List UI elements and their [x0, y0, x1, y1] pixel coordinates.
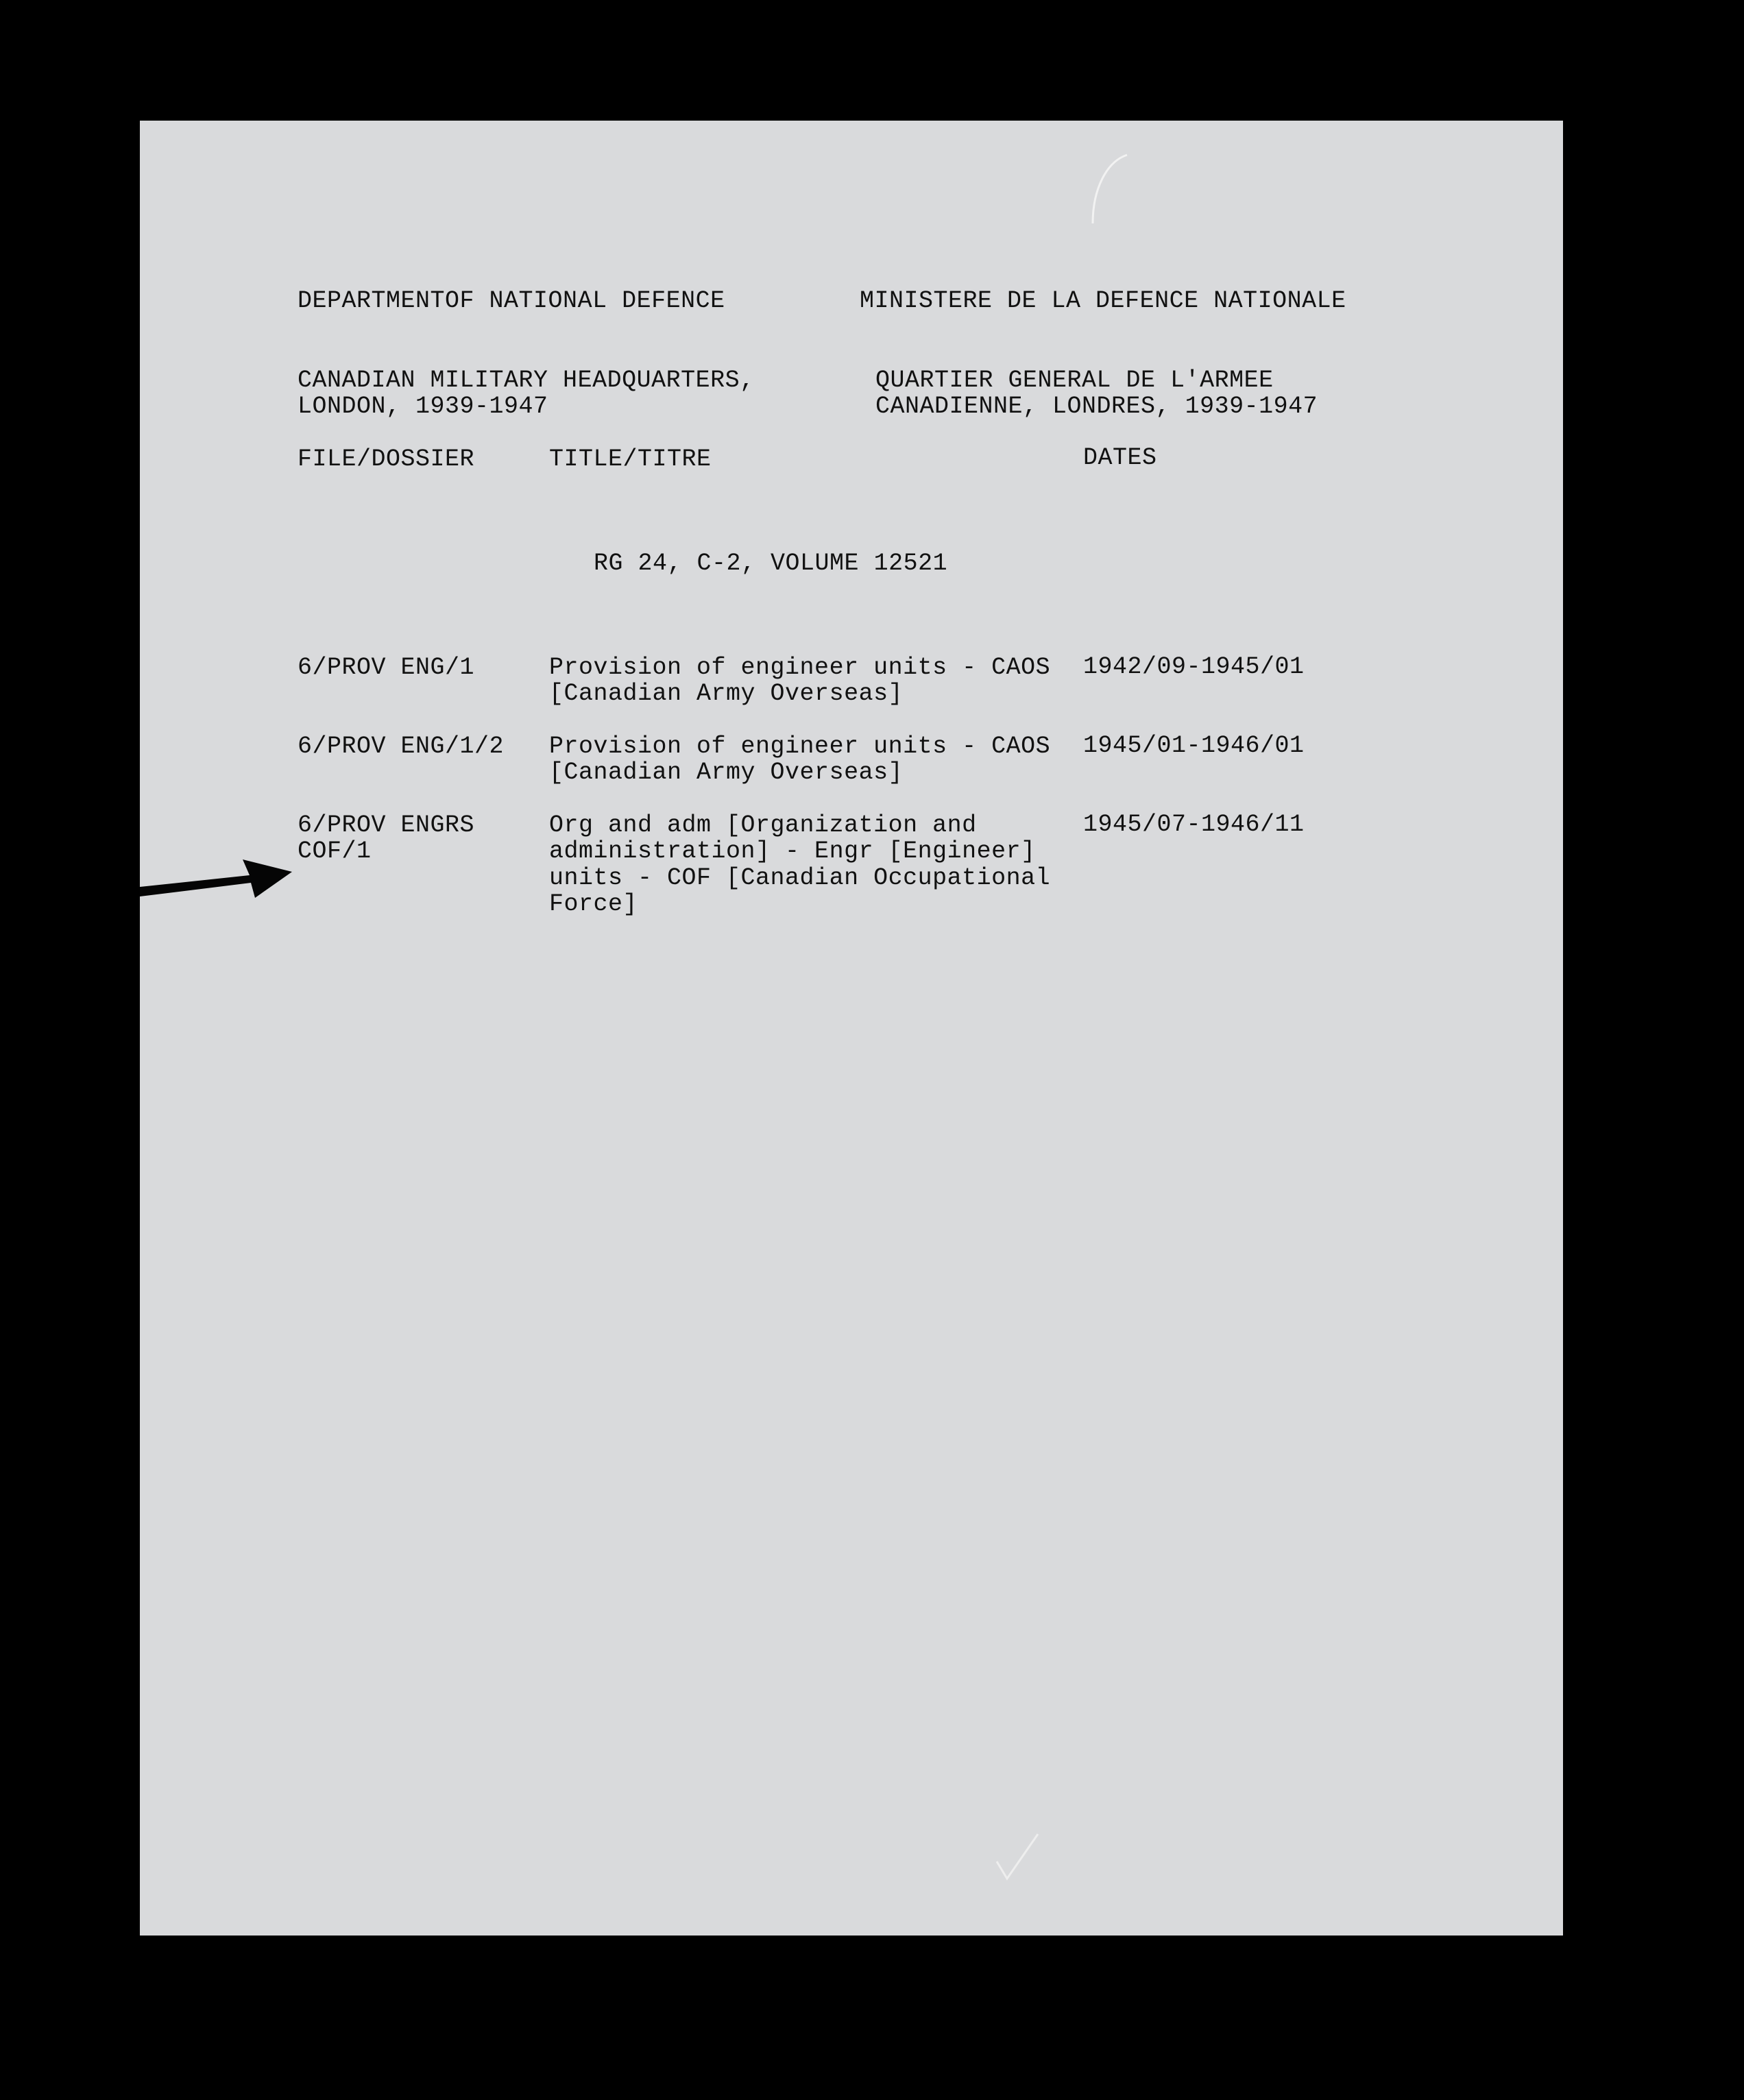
headquarters-fr-line2: CANADIENNE, LONDRES, 1939-1947: [875, 393, 1318, 420]
entry-1-title-line2: [Canadian Army Overseas]: [549, 680, 904, 707]
entry-3-title-line2: administration] - Engr [Engineer]: [549, 838, 1036, 865]
scan-mark-lower: [990, 1820, 1045, 1889]
scan-mark: [1079, 148, 1134, 230]
entry-3-title-line4: Force]: [549, 890, 638, 918]
column-header-dates: DATES: [1083, 444, 1157, 472]
column-header-file: FILE/DOSSIER: [298, 445, 475, 473]
entry-3-file-line2: COF/1: [298, 838, 372, 865]
entry-3-title-line3: units - COF [Canadian Occupational: [549, 864, 1051, 892]
entry-1-dates: 1942/09-1945/01: [1083, 653, 1305, 681]
headquarters-fr-line1: QUARTIER GENERAL DE L'ARMEE: [875, 367, 1274, 394]
department-fr: MINISTERE DE LA DEFENCE NATIONALE: [860, 287, 1346, 315]
column-header-title: TITLE/TITRE: [549, 445, 712, 473]
entry-2-title-line1: Provision of engineer units - CAOS: [549, 733, 1051, 760]
volume-reference: RG 24, C-2, VOLUME 12521: [594, 550, 948, 577]
entry-2-dates: 1945/01-1946/01: [1083, 732, 1305, 759]
entry-3-title-line1: Org and adm [Organization and: [549, 811, 977, 839]
department-en: DEPARTMENTOF NATIONAL DEFENCE: [298, 287, 725, 315]
entry-3-file-line1: 6/PROV ENGRS: [298, 811, 475, 839]
right-arrow-icon: [140, 844, 298, 899]
document-page: [140, 121, 1563, 1936]
entry-1-title-line1: Provision of engineer units - CAOS: [549, 654, 1051, 681]
entry-1-file: 6/PROV ENG/1: [298, 654, 475, 681]
entry-3-dates: 1945/07-1946/11: [1083, 811, 1305, 838]
entry-2-title-line2: [Canadian Army Overseas]: [549, 759, 904, 786]
entry-2-file: 6/PROV ENG/1/2: [298, 733, 505, 760]
headquarters-en-line2: LONDON, 1939-1947: [298, 393, 548, 420]
headquarters-en-line1: CANADIAN MILITARY HEADQUARTERS,: [298, 367, 755, 394]
